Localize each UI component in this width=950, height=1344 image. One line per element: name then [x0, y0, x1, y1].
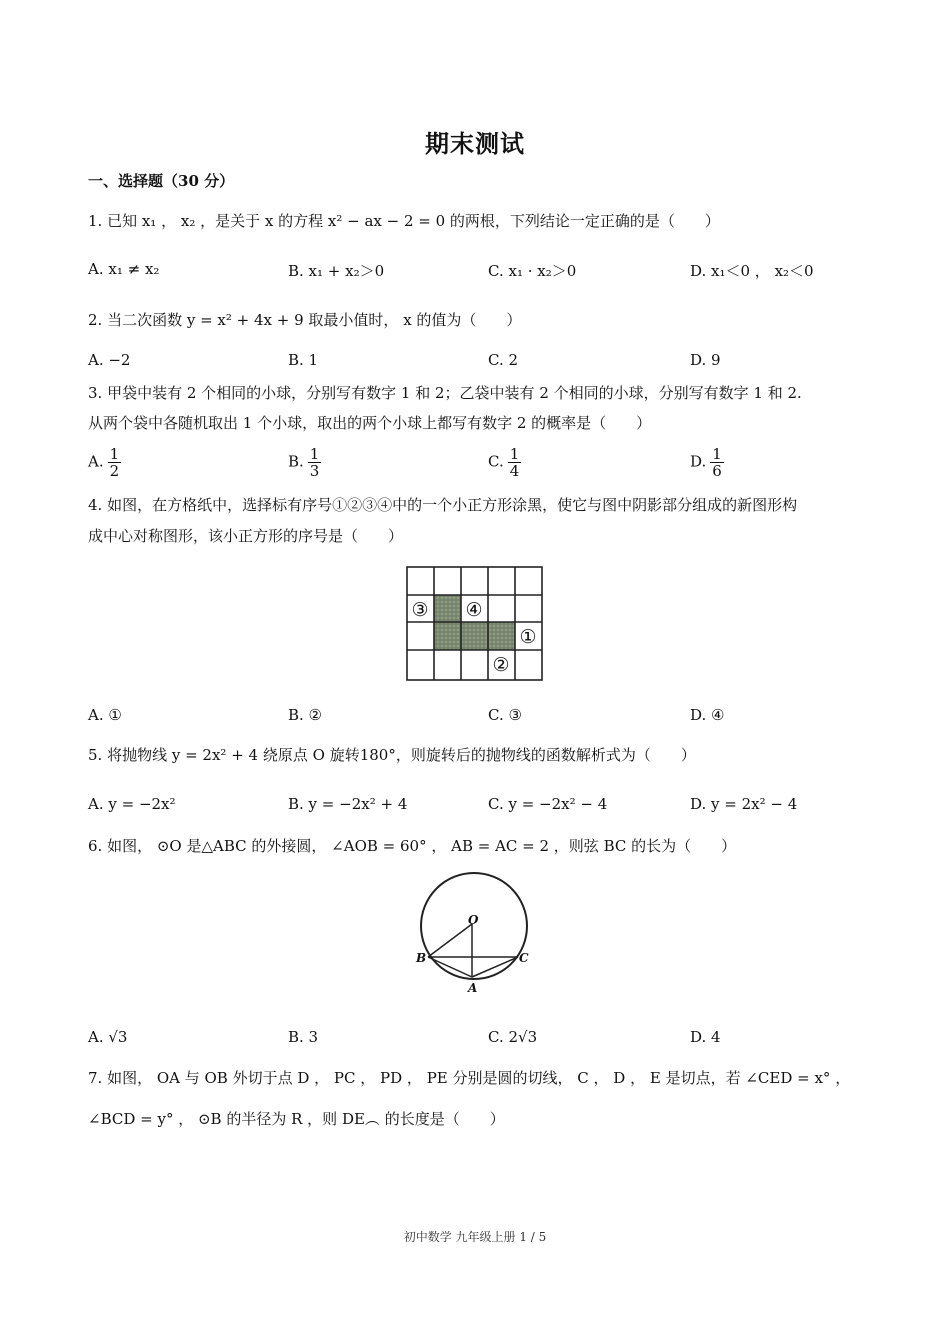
option-d[interactable]: D. 9: [690, 351, 721, 369]
option-b[interactable]: B. $\frac{1}{3}$: [288, 445, 320, 480]
grid-mark-2: ②: [492, 654, 510, 676]
question-7-line-1: 7. 如图， OA 与 OB 外切于点 D ， PC ， PD ， PE 分别是圆的切线， C ， D ， E 是切点，若 ∠CED = x° ，: [88, 1069, 851, 1087]
question-5-options: [88, 795, 868, 819]
question-2-stem: 2. 当二次函数 y = x² + 4x + 9 取最小值时， x 的值为（ ）: [88, 311, 522, 329]
question-1-options: [88, 260, 868, 284]
grid-figure: [405, 565, 543, 683]
option-b[interactable]: B. ②: [288, 706, 323, 724]
label-c: C: [519, 951, 529, 965]
circle-figure: [412, 858, 538, 998]
option-b[interactable]: B. 3: [288, 1028, 319, 1046]
option-d[interactable]: D. 4: [690, 1028, 721, 1046]
question-4-line-2: 成中心对称图形，该小正方形的序号是（ ）: [88, 527, 404, 545]
question-1-stem: 1. 已知 x₁ ， x₂ ，是关于 x 的方程 x² − ax − 2 = 0 的两根，下列结论一定正确的是（ ）: [88, 212, 720, 230]
option-a[interactable]: A. −2: [88, 351, 131, 369]
option-c[interactable]: C. y = −2x² − 4: [488, 795, 608, 813]
question-5-stem: 5. 将抛物线 y = 2x² + 4 绕原点 O 旋转180°，则旋转后的抛物线的函数解析式为（ ）: [88, 746, 696, 764]
label-o: O: [468, 913, 479, 927]
question-3-line-2: 从两个袋中各随机取出 1 个小球，取出的两个小球上都写有数字 2 的概率是（ ）: [88, 414, 652, 432]
label-b: B: [416, 951, 427, 965]
label-a: A: [468, 981, 478, 995]
option-a[interactable]: A. √3: [88, 1028, 128, 1046]
question-4-line-1: 4. 如图，在方格纸中，选择标有序号①②③④中的一个小正方形涂黑，使它与图中阴影部分组成的新图形构: [88, 496, 798, 514]
page-footer: 初中数学 九年级上册 1 / 5: [403, 1230, 547, 1244]
option-c[interactable]: C. ③: [488, 706, 522, 724]
option-a[interactable]: A. $\frac{1}{2}$: [88, 445, 120, 480]
question-6-stem: 6. 如图， ⊙O 是△ABC 的外接圆， ∠AOB = 60° ， AB = AC = 2 ，则弦 BC 的长为（ ）: [88, 837, 737, 855]
option-c[interactable]: C. 2√3: [488, 1028, 538, 1046]
question-6-options: [88, 1028, 868, 1052]
question-3-line-1: 3. 甲袋中装有 2 个相同的小球，分别写有数字 1 和 2；乙袋中装有 2 个相同的小球，分别写有数字 1 和 2.: [88, 384, 802, 402]
option-c[interactable]: C. 2: [488, 351, 519, 369]
option-b[interactable]: B. y = −2x² + 4: [288, 795, 408, 813]
option-d[interactable]: D. $\frac{1}{6}$: [690, 445, 722, 480]
option-c[interactable]: C. x₁ · x₂＞0: [488, 262, 577, 280]
grid-mark-4: ④: [465, 599, 483, 621]
option-d[interactable]: D. x₁＜0 ， x₂＜0: [690, 262, 814, 280]
question-2-options: [88, 351, 868, 375]
option-a[interactable]: A. x₁ ≠ x₂: [88, 260, 160, 278]
option-b[interactable]: B. 1: [288, 351, 319, 369]
grid-mark-1: ①: [519, 626, 537, 648]
page-title: 期末测试: [425, 129, 525, 158]
option-c[interactable]: C. $\frac{1}{4}$: [488, 445, 520, 480]
question-4-options: [88, 706, 868, 730]
section-heading: 一、选择题（30 分）: [88, 172, 235, 190]
grid-mark-3: ③: [411, 599, 429, 621]
question-3-options: [88, 446, 868, 486]
option-b[interactable]: B. x₁ + x₂＞0: [288, 262, 385, 280]
option-d[interactable]: D. ④: [690, 706, 725, 724]
option-a[interactable]: A. y = −2x²: [88, 795, 176, 813]
option-a[interactable]: A. ①: [88, 706, 122, 724]
option-d[interactable]: D. y = 2x² − 4: [690, 795, 798, 813]
question-7-line-2: ∠BCD = y° ， ⊙B 的半径为 R ，则 DE︵ 的长度是（ ）: [88, 1110, 505, 1128]
